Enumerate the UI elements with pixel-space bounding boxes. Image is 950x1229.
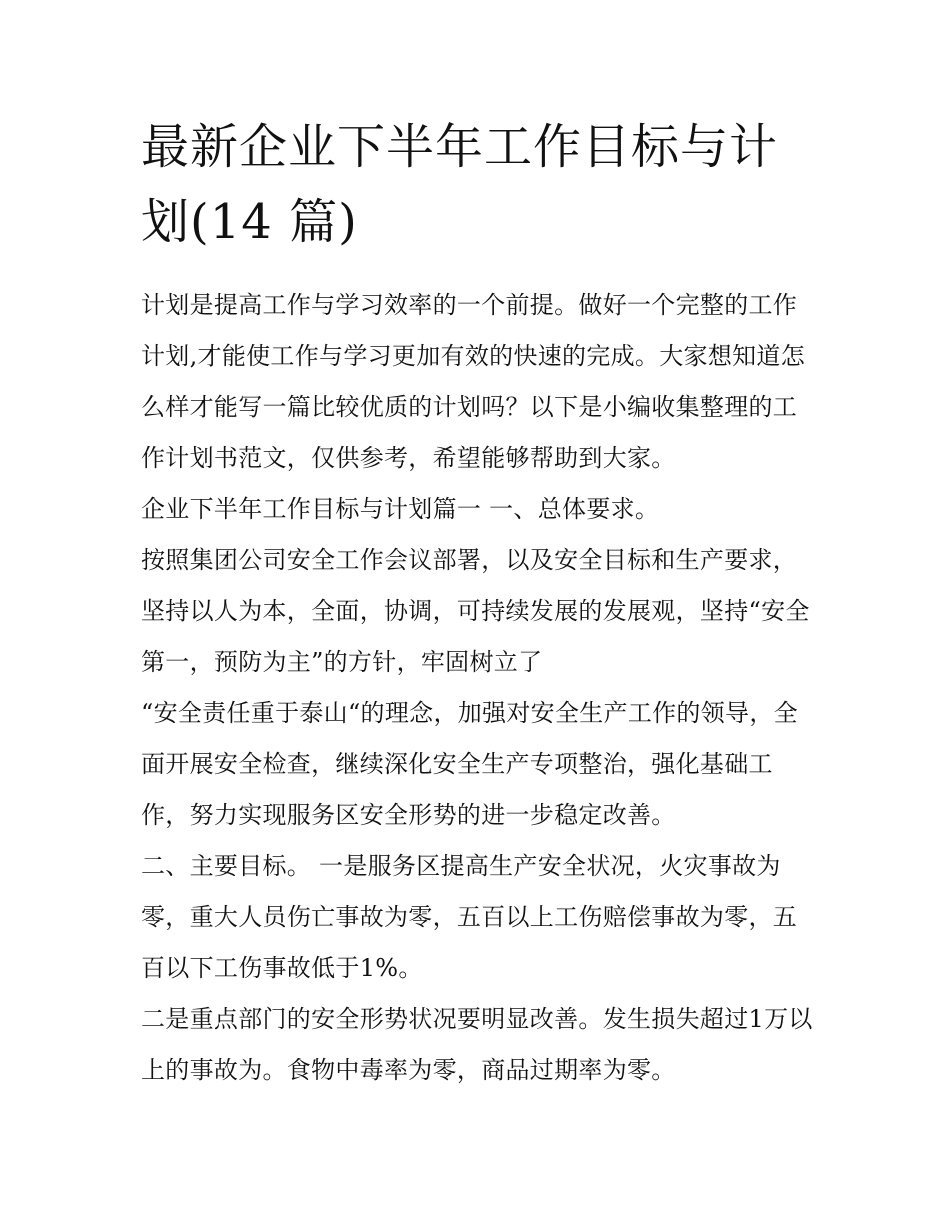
paragraph-main-goals: 二、主要目标。 一是服务区提高生产安全状况，火灾事故为零，重大人员伤亡事故为零，五百以上工伤赔偿事故为零，五百以下工伤事故低于1%。 (141, 852, 798, 982)
paragraph-requirements: 按照集团公司安全工作会议部署，以及安全目标和生产要求，坚持以人为本，全面，协调，可持续发展的发展观，坚持“安全第一，预防为主”的方针，牢固树立了 (141, 546, 810, 676)
paragraph-section-heading: 企业下半年工作目标与计划篇一 一、总体要求。 (141, 495, 660, 523)
title-line-2: 划(14 篇) (141, 194, 358, 250)
document-title (141, 110, 821, 260)
paragraph-safety-concept: “安全责任重于泰山“的理念，加强对安全生产工作的领导，全面开展安全检查，继续深化安全生产专项整治，强化基础工作，努力实现服务区安全形势的进一步稳定改善。 (141, 699, 798, 829)
document-body (141, 280, 815, 1096)
paragraph-key-departments: 二是重点部门的安全形势状况要明显改善。发生损失超过1万以上的事故为。食物中毒率为零，商品过期率为零。 (141, 1005, 813, 1084)
title-line-1: 最新企业下半年工作目标与计 (141, 119, 779, 175)
paragraph-intro: 计划是提高工作与学习效率的一个前提。做好一个完整的工作计划,才能使工作与学习更加有效的快速的完成。大家想知道怎么样才能写一篇比较优质的计划吗？以下是小编收集整理的工作计划书范文，仅供参考，希望能够帮助到大家。 (141, 291, 806, 472)
